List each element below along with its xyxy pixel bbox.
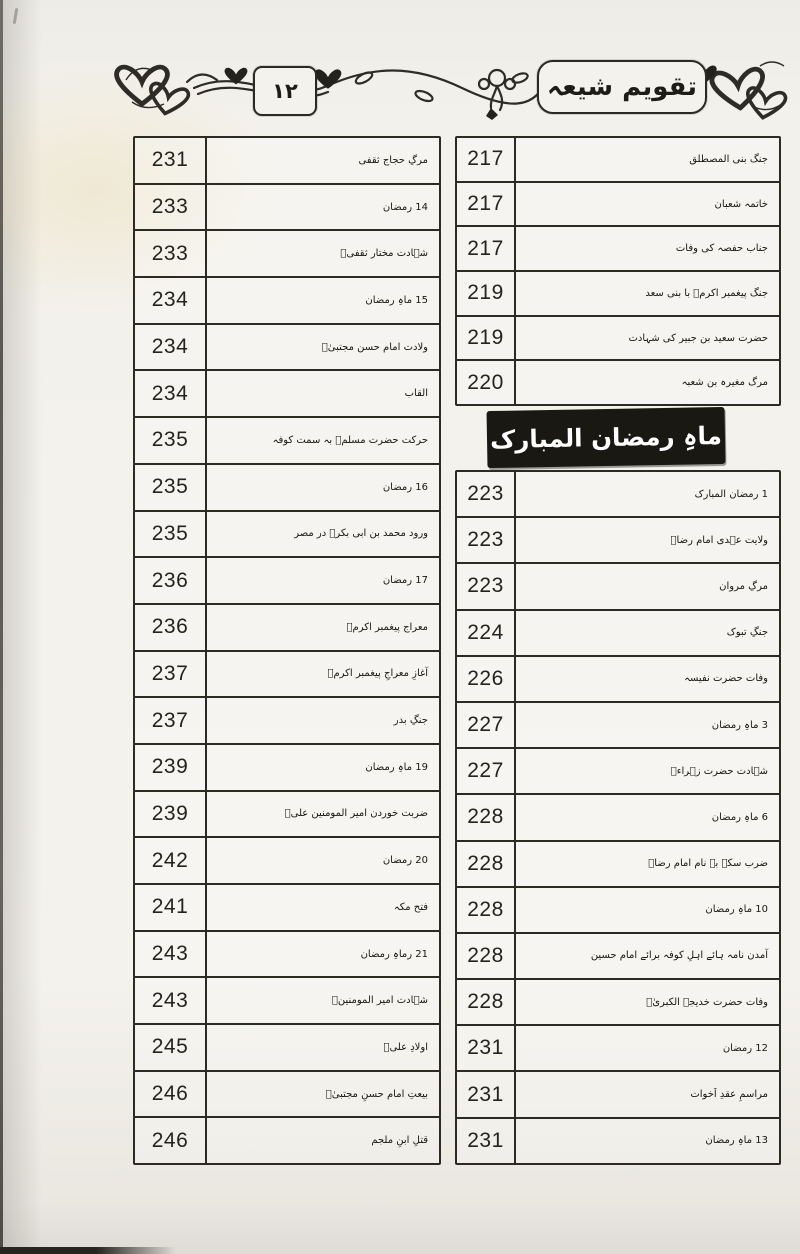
entry-page-number: 246: [135, 1072, 207, 1117]
toc-row: [455, 270, 781, 317]
entry-page-number: 228: [457, 795, 516, 839]
entry-page-number: 231: [457, 1072, 516, 1116]
entry-page-number: 219: [457, 272, 516, 315]
toc-row: [455, 1070, 781, 1118]
toc-row: [133, 883, 441, 932]
entry-title: قتلِ ابنِ ملجم: [371, 1135, 428, 1147]
entry-title: جناب حفصہ کی وفات: [675, 243, 768, 255]
entry-page-number: 228: [457, 888, 516, 932]
toc-row: [133, 463, 441, 512]
toc-row: [133, 1116, 441, 1165]
toc-row: [133, 790, 441, 839]
toc-row: [455, 1024, 781, 1072]
toc-row: [133, 416, 441, 465]
entry-page-number: 236: [135, 605, 207, 650]
entry-page-number: 239: [135, 792, 207, 837]
toc-row: [455, 225, 781, 272]
entry-title: جنگِ بدر: [393, 715, 428, 727]
toc-row: [133, 556, 441, 605]
entry-title: 21 رماہِ رمضان: [360, 948, 428, 960]
entry-page-number: 227: [457, 749, 516, 793]
entry-page-number: 223: [457, 564, 516, 608]
entry-title: معراج پیغمبر اکرمؐ: [346, 621, 428, 633]
toc-row: [133, 976, 441, 1025]
entry-title: آمدن نامہ ہائے اہلِ کوفہ برائے امام حسین: [590, 950, 768, 962]
toc-row: [455, 886, 781, 934]
entry-page-number: 228: [457, 980, 516, 1024]
toc-row: [455, 747, 781, 795]
entry-page-number: 228: [457, 842, 516, 886]
toc-row: [133, 650, 441, 699]
entry-title: مرگ مغیرہ بن شعبہ: [681, 377, 768, 389]
toc-row: [133, 1023, 441, 1072]
section-banner-text: ماہِ رمضان المبارک: [489, 420, 723, 455]
entry-page-number: 235: [135, 418, 207, 463]
toc-row: [133, 183, 441, 232]
entry-title: ورود محمد بن ابی بکرؓ در مصر: [294, 528, 428, 540]
entry-page-number: 235: [135, 512, 207, 557]
entry-title: خاتمہ شعبان: [714, 198, 768, 210]
page-number-text: ۱۲: [272, 79, 298, 103]
entry-page-number: 226: [457, 657, 516, 701]
entry-page-number: 239: [135, 745, 207, 790]
toc-row: [133, 930, 441, 979]
entry-page-number: 223: [457, 518, 516, 562]
entry-page-number: 219: [457, 317, 516, 360]
entry-page-number: 233: [135, 231, 207, 276]
entry-title: 19 ماہِ رمضان: [365, 761, 428, 773]
scan-edge-left: [0, 0, 3, 1254]
toc-row: [133, 276, 441, 325]
section-banner-ramadan: [487, 407, 726, 468]
entry-title: 3 ماہِ رمضان: [711, 719, 768, 731]
toc-row: [133, 836, 441, 885]
entry-page-number: 234: [135, 278, 207, 323]
entry-page-number: 227: [457, 703, 516, 747]
entry-title: فتح مکہ: [393, 901, 428, 913]
toc-column-right-lower: [455, 470, 781, 1165]
entry-title: بیعتِ امام حسنِ مجتبیٰؑ: [325, 1088, 428, 1100]
entry-page-number: 243: [135, 978, 207, 1023]
entry-page-number: 220: [457, 361, 516, 404]
toc-row: [455, 978, 781, 1026]
entry-page-number: 241: [135, 885, 207, 930]
toc-row: [455, 470, 781, 518]
toc-row: [455, 562, 781, 610]
entry-page-number: 228: [457, 934, 516, 978]
entry-title: وفات حضرت نفیسہ: [684, 673, 768, 685]
book-title-text: تقویم شیعہ: [546, 72, 698, 102]
entry-title: 6 ماہِ رمضان: [711, 811, 768, 823]
toc-column-left: [133, 136, 441, 1165]
entry-title: آغازِ معراجِ پیغمبر اکرمؐ: [327, 668, 428, 680]
entry-title: 13 ماہِ رمضان: [705, 1135, 768, 1147]
entry-title: 1 رمضان المبارک: [694, 488, 768, 500]
entry-title: 15 ماہِ رمضان: [365, 294, 428, 306]
toc-row: [455, 1117, 781, 1165]
entry-page-number: 231: [457, 1026, 516, 1070]
page-number-badge: [253, 66, 317, 116]
entry-title: جنگِ تبوک: [726, 627, 768, 639]
entry-title: جنگ بنی المصطلق: [689, 153, 768, 165]
toc-row: [133, 369, 441, 418]
toc-row: [133, 743, 441, 792]
entry-title: ضربت خوردن امیر المومنین علیؑ: [284, 808, 428, 820]
entry-title: مرگِ مروان: [719, 580, 768, 592]
entry-page-number: 234: [135, 325, 207, 370]
toc-row: [133, 510, 441, 559]
scan-edge-bottom: [0, 1247, 175, 1254]
entry-title: ولادت امام حسن مجتبیٰؑ: [321, 341, 428, 353]
toc-column-right-upper: [455, 136, 781, 406]
entry-page-number: 224: [457, 611, 516, 655]
entry-page-number: 237: [135, 652, 207, 697]
entry-page-number: 231: [135, 138, 207, 183]
entry-title: جنگ پیغمبر اکرمؐ با بنی سعد: [645, 287, 768, 299]
entry-title: 14 رمضان: [382, 201, 428, 213]
entry-title: ولایت عہدی امام رضاؑ: [670, 534, 768, 546]
toc-row: [133, 603, 441, 652]
entry-title: 10 ماہِ رمضان: [705, 904, 768, 916]
entry-page-number: 233: [135, 185, 207, 230]
entry-title: حرکت حضرت مسلمؑ بہ سمت کوفہ: [272, 434, 428, 446]
toc-row: [455, 609, 781, 657]
book-title-badge: [537, 60, 707, 114]
entry-title: اولادِ علیؑ: [383, 1041, 428, 1053]
entry-title: القاب: [404, 388, 428, 400]
entry-page-number: 237: [135, 698, 207, 743]
entry-page-number: 246: [135, 1118, 207, 1163]
scan-corner-mark: [13, 8, 18, 24]
toc-row: [455, 136, 781, 183]
entry-title: وفات حضرت خدیجہ الکبریٰؓ: [646, 996, 768, 1008]
entry-title: مراسمِ عقدِ اَخوات: [690, 1089, 768, 1101]
toc-row: [133, 229, 441, 278]
entry-page-number: 236: [135, 558, 207, 603]
entry-page-number: 217: [457, 183, 516, 226]
toc-row: [455, 181, 781, 228]
entry-title: شہادت مختار ثقفیؒ: [340, 248, 428, 260]
entry-page-number: 234: [135, 371, 207, 416]
toc-row: [133, 1070, 441, 1119]
entry-title: شہادت حضرت زہراءؑ: [670, 765, 768, 777]
toc-row: [133, 696, 441, 745]
toc-row: [455, 655, 781, 703]
entry-page-number: 243: [135, 932, 207, 977]
entry-page-number: 245: [135, 1025, 207, 1070]
entry-title: حضرت سعید بن جبیر کی شہادت: [628, 332, 768, 344]
entry-title: 12 رمضان: [722, 1042, 768, 1054]
entry-page-number: 223: [457, 472, 516, 516]
entry-page-number: 242: [135, 838, 207, 883]
entry-title: 20 رمضان: [382, 855, 428, 867]
entry-page-number: 217: [457, 138, 516, 181]
entry-title: مرگِ حجاج ثقفی: [358, 154, 428, 166]
toc-row: [455, 701, 781, 749]
entry-page-number: 217: [457, 227, 516, 270]
toc-row: [455, 359, 781, 406]
toc-row: [455, 793, 781, 841]
toc-row: [455, 516, 781, 564]
entry-title: 17 رمضان: [382, 575, 428, 587]
entry-title: ضرب سکہ بہ نام امام رضاؑ: [648, 858, 768, 870]
entry-page-number: 235: [135, 465, 207, 510]
entry-page-number: 231: [457, 1119, 516, 1163]
toc-row: [133, 323, 441, 372]
toc-row: [455, 315, 781, 362]
toc-row: [133, 136, 441, 185]
entry-title: شہادت امیر المومنینؑ: [331, 995, 428, 1007]
toc-row: [455, 932, 781, 980]
entry-title: 16 رمضان: [382, 481, 428, 493]
toc-row: [455, 840, 781, 888]
